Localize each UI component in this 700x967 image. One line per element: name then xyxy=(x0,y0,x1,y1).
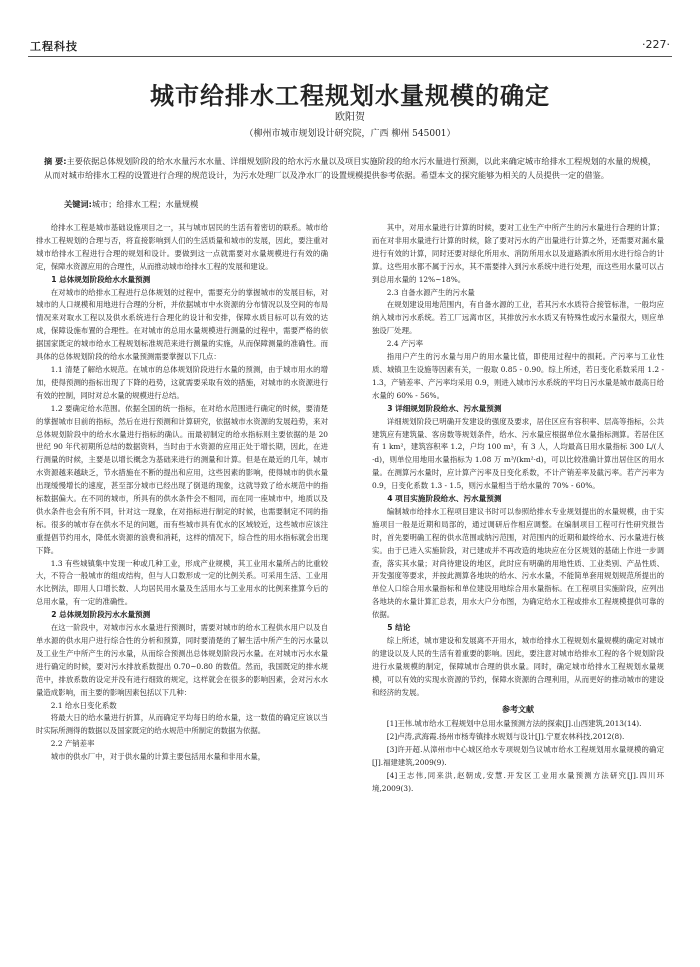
subsection-heading: 2.4 产污率 xyxy=(386,339,424,349)
body-paragraph: 指用户产生的污水量与用户的用水量比值，即使用过程中的损耗。产污率与工业性质、城镇卫生设施等因素有关，一般取 0.85 - 0.90。综上所述，若日变化系数采用 1.2 - 1.3，产销差率、产污率均采用 0.9，则进入城市污水系统的平均日污水量是城市最高日给水量的 60% - 56%。 xyxy=(372,352,664,400)
body-paragraph: 将最大日的给水量进行折算，从而确定平均每日的给水量，这一数值的确定应该以当时实际所测得的数据以及国家既定的给水规范中所制定的数据为依据。 xyxy=(36,713,328,736)
paper-title: 城市给排水工程规划水量规模的确定 xyxy=(150,82,550,110)
body-paragraph: 1.3 有些城镇集中发现一种或几种工业，形成产业规模，其工业用水量所占的比重较大，不符合一般城市的组成结构，但与人口数形成一定的比例关系。可采用生活、工业用水比例法，即用人口增长数、人均居民用水量及生活用水与工业用水的比例来推算今后的总用水量，有一定的准确性。 xyxy=(36,558,328,607)
body-paragraph: 在这一阶段中，对城市污水水量进行预测时，需要对城市的给水工程供水用户以及自单水源的供水用户进行综合性的分析和预算，同时要清楚的了解生活中所产生的污水量以及工业生产中所产生的污水量，从而综合预测出总体规划阶段污水量。在对城市污水水量进行确定的时候，要对污水排放系数提出 0.70~0.80 的数值。然而，我国既定的排水规范中，排放系数的设定并没有进行细致的规定，这样就会在很多的影响因素，会对污水水量造成影响，而主要的影响因素包括以下几种： xyxy=(36,623,328,697)
body-paragraph: 综上所述，城市建设和发展离不开用水，城市给排水工程规划水量规模的确定对城市的建设以及人民的生活有着重要的影响。因此，要注意对城市给排水工程的各个规划阶段进行水量规模的制定，保障城市合理的供水量。同时，确定城市给排水工程规划水量规模，可以有效的实现水资源的节约，保障水资源的合理利用，从而更好的推动城市的建设和经济的发展。 xyxy=(372,636,664,697)
journal-name: 工程科技 xyxy=(30,40,78,53)
keywords-label: 关键词: xyxy=(64,199,92,209)
body-paragraph: 城市的供水厂中，对于供水量的计算主要包括用水量和非用水量， xyxy=(50,752,266,762)
page-number: ·227· xyxy=(642,38,670,51)
section-heading: 1 总体规划阶段给水水量预测 xyxy=(51,274,151,284)
author-affiliation: （柳州市城市规划设计研究院，广西 柳州 545001） xyxy=(244,129,456,139)
abstract xyxy=(44,154,656,182)
references-title: 参考文献 xyxy=(502,704,534,714)
references-list xyxy=(372,718,664,795)
body-paragraph: 1.2 要确定给水范围。依据全国的统一指标，在对给水范围进行确定的时候，要清楚的掌握城市目前的指标，然后在进行预测和计算研究，依据城市水资源的发展趋势，来对总体规划阶段中的给水水量进行指标的确认。而最初制定的给水指标则主要依据的是 20 世纪 90 年代初期所总结的数据资料，当时由于水资源的应用正处于增长期，因此，在进行测量的时候，主要是以增长概念为基础来进行的测量和计算。但是在最近的几年，城市水资源越来越缺乏，节水措施在不断的提出和应用，这些因素的影响，使得城市的供水量出现缓慢增长的速度，甚至部分城市已经出现了倒退的现象，这就导致了给水规范中的指标数据偏大。在不同的城市，所具有的供水条件会不相同，而在同一座城市中，地质以及供水条件也会有所不同，针对这一现象，在对指标进行制定的时候，也需要制定不同的指标。很多的城市存在供水不足的问题，而有些城市具有优水的区域较近，这些城市应该注重提倡节约用水，降低水资源的浪费和消耗，这样的情况下，综合性的用水指标就会出现下降。 xyxy=(36,403,328,555)
body-paragraph: 在规划建设用地范围内，有自备水源的工业，若其污水水质符合接管标准，一般均应纳入城市污水系统。若工厂远离市区，其排放污水水质又有特殊性或污水量很大，则应单独设厂处理。 xyxy=(372,300,664,336)
subsection-heading: 2.2 产销差率 xyxy=(50,739,95,749)
right-column xyxy=(372,222,664,796)
body-paragraph: 在对城市的给排水工程进行总体规划的过程中，需要充分的掌握城市的发展目标，对城市的人口规模和用地进行合理的分析，并依据城市中水资源的分布情况以及空间的布局情况来对取水工程以及供水系统进行合理化的设计和安排，保障水质目标可以有效的达成，保障设施布置的合理性。在对城市的总用水量规模进行测量的过程中，需要严格的依据国家既定的城市给水工程规划标准规范来进行测量的实施，从而保障测量的准确性。而具体的总体规划阶段的给水水量预测需要掌握以下几点： xyxy=(36,287,328,362)
author-name: 欧阳贺 xyxy=(335,112,365,123)
body-paragraph: 给排水工程是城市基础设施项目之一，其与城市居民的生活有着密切的联系。城市给排水工程规划的合理与否，将直接影响到人们的生活质量和城市的发展，因此，要注重对城市给排水工程进行合理的规划和设计。要做到这一点就需要对水量规模进行有效的确定，保障水资源应用的合理性，从而推动城市给排水工程的发展和建设。 xyxy=(36,223,328,271)
keywords-text: 城市；给排水工程；水量规模 xyxy=(91,199,199,209)
reference-item: [1]王伟.城市给水工程规划中总用水量预测方法的探索[J].山西建筑,2013(14). xyxy=(386,719,642,729)
reference-item: [2]卢涛,武海霞.扬州市杨寿镇排水规划与设计[J].宁夏农林科技,2012(8). xyxy=(386,732,625,742)
running-header xyxy=(28,36,672,57)
left-column xyxy=(36,222,328,764)
body-paragraph: 1.1 清楚了解给水规范。在城市的总体规划阶段进行水量的预测，由于城市用水的增加，使得预测的指标出现了下降的趋势，这就需要采取有效的措施，对城市的水资源进行有效的控制，同时对总水量的规模进行总结。 xyxy=(36,364,328,400)
keywords xyxy=(64,198,656,211)
right-column-body xyxy=(372,222,664,700)
reference-item: [4]王志伟,同来洪,赵朝成,安慧.开发区工业用水量预测方法研究[J].四川环境,2009(3). xyxy=(372,771,664,793)
body-paragraph: 编制城市给排水工程项目建议书时可以参照给排水专业规划提出的水量规模，由于实施项目一般是近期和局部的，通过调研后作相应调整。在编制项目工程可行性研究报告时，首先要明确工程的供水范围或纳污范围，对范围内的近期和最终给水、污水量进行核实。由于已进入实施阶段，对已建成并不再改造的地块应在分区规划的基础上作进一步调查，落实其水量；对尚待建设的地区，此时应有明确的用地性质、工业类别、产品性质、开发强度等要求，并按此测算各地块的给水、污水水量，不能简单套用规划规范所提出的单位人口综合用水量指标和单位建设用地综合用水量指标。在工程项目实施阶段，应列出各地块的水量计算汇总表，用水大户分布图，为确定给水工程或排水工程规模提供可靠的依据。 xyxy=(372,506,664,620)
body-paragraph: 其中，对用水量进行计算的时候，要对工业生产中所产生的污水量进行合理的计算；而在对非用水量进行计算的时候，除了要对污水的产出量进行计算之外，还需要对漏水量进行有效的计算，同时还要对绿化所用水、消防所用水以及道路洒水所用水进行综合的计算。这些用水都不属于污水，其不需要排入到污水系统中进行处理，而这些用水量可以占到总用水量的 12%~18%。 xyxy=(372,223,664,284)
subsection-heading: 2.1 给水日变化系数 xyxy=(50,700,117,710)
abstract-text: 主要依据总体规划阶段的给水水量污水水量、详细规划阶段的给水污水量以及项目实施阶段的给水污水量进行预测，以此来确定城市给排水工程规划的水量的规模，从而对城市给排水工程的设置进行合理的规范设计，为污水处理厂以及净水厂的设置规模提供参考依据。希望本文的探究能够为相关的人员提供一定的借鉴。 xyxy=(44,156,657,180)
body-paragraph: 详细规划阶段已明确开发建设的强度及要求，居住区应有容积率、层高等指标，公共建筑应有建筑量、客房数等规划条件，给水、污水量应根据单位水量指标测算。若居住区有 1 km²，建筑容积率 1.2，户均 100 m²，有 3 人，人均最高日用水量指标 300 L/(人·d)，则单位用地用水量指标为 1.08 万 m³/(km²·d)，可以比较准确计算出居住区的用水量。在测算污水量时，应计算产污率及日变化系数，不计产销差率及截污率。若产污率为 0.9，日变化系数 1.3 - 1.5，则污水量相当于给水量的 70% - 60%。 xyxy=(372,416,664,491)
section-heading: 4 项目实施阶段给水、污水量预测 xyxy=(387,494,502,504)
section-heading: 5 结论 xyxy=(387,623,411,633)
reference-item: [3]许开超.从漳州市中心城区给水专项规划刍议城市给水工程规划用水量规模的确定[J].福建建筑,2009(9). xyxy=(372,745,664,768)
abstract-label: 摘 要: xyxy=(44,156,67,166)
section-heading: 2 总体规划阶段污水水量预测 xyxy=(51,610,151,620)
subsection-heading: 2.3 自备水源产生的污水量 xyxy=(386,287,475,297)
section-heading: 3 详细规划阶段给水、污水量预测 xyxy=(387,403,502,413)
